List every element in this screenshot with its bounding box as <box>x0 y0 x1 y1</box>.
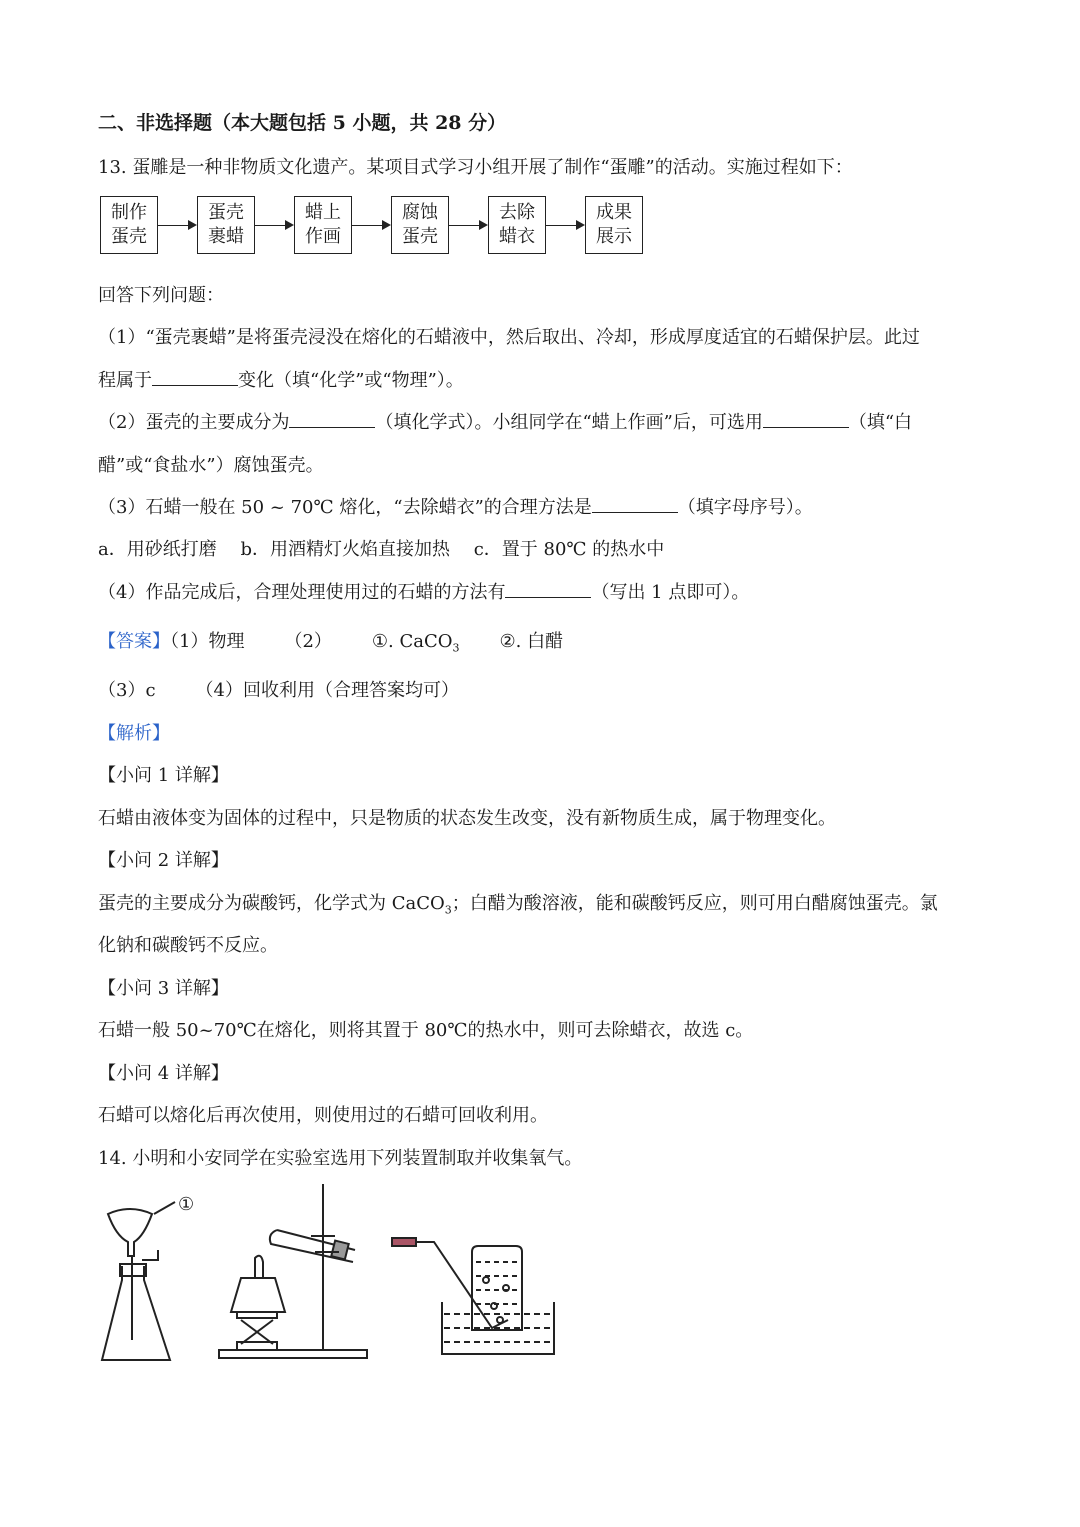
answer-line-1 <box>98 627 563 655</box>
sub2-body-line1: 蛋壳的主要成分为碳酸钙，化学式为 CaCO$_3$；白醋为酸溶液，能和碳酸钙反应，则可用白醋腐蚀蛋壳。氯 <box>98 893 938 917</box>
answer-blank-5 <box>505 579 591 598</box>
flow-step-4-line2: 蛋壳 <box>402 226 438 247</box>
answer-blank-3 <box>763 409 849 428</box>
flow-step-3-line1: 蜡上 <box>305 202 341 223</box>
q13-part3-pre: （3）石蜡一般在 50 ~ 70℃ 熔化，“去除蜡衣”的合理方法是 <box>98 497 592 518</box>
analysis-tag: 【解析】 <box>98 723 170 744</box>
flow-step-4-line1: 腐蚀 <box>402 202 438 223</box>
sub3-heading: 【小问 3 详解】 <box>98 978 229 999</box>
answer-blank-2 <box>289 409 375 428</box>
answer-1: （1）物理 <box>170 631 245 652</box>
flow-step-5 <box>488 196 546 254</box>
q13-part3 <box>98 493 813 519</box>
q13-stem: 13. 蛋雕是一种非物质文化遗产。某项目式学习小组开展了制作“蛋雕”的活动。实施过程如下： <box>98 157 853 178</box>
q13-options: a．用砂纸打磨 b．用酒精灯火焰直接加热 c．置于 80℃ 的热水中 <box>98 539 665 560</box>
flow-arrow-5 <box>546 225 583 226</box>
answer-2b: ②. 白醋 <box>499 631 564 652</box>
flow-step-3-line2: 作画 <box>305 226 341 247</box>
heating-apparatus <box>215 1182 375 1362</box>
flow-step-6-line2: 展示 <box>596 226 632 247</box>
answer-line-2 <box>98 676 459 702</box>
flow-step-1-line2: 蛋壳 <box>111 226 147 247</box>
sub2-heading: 【小问 2 详解】 <box>98 850 229 871</box>
flow-step-1-line1: 制作 <box>111 202 147 223</box>
q14-stem: 14. 小明和小安同学在实验室选用下列装置制取并收集氧气。 <box>98 1148 583 1169</box>
sub1-heading: 【小问 1 详解】 <box>98 765 229 786</box>
flow-step-2 <box>197 196 255 254</box>
q13-part1-line2 <box>98 366 464 392</box>
flow-step-6-line1: 成果 <box>596 202 632 223</box>
flow-arrow-2 <box>255 225 292 226</box>
q13-part4-post: （写出 1 点即可）。 <box>591 582 750 603</box>
flow-step-4 <box>391 196 449 254</box>
flow-arrow-3 <box>352 225 389 226</box>
flow-step-5-line1: 去除 <box>499 202 535 223</box>
q13-part2-post: （填“白 <box>848 412 913 433</box>
flow-arrow-4 <box>449 225 486 226</box>
q13-part2-line2: 醋”或“食盐水”）腐蚀蛋壳。 <box>98 455 324 476</box>
flow-arrow-1 <box>158 225 195 226</box>
answer-2: （2） <box>284 631 332 652</box>
q13-part3-post: （填字母序号）。 <box>677 497 813 518</box>
flow-step-1 <box>100 196 158 254</box>
q13-part2-mid: （填化学式）。小组同学在“蜡上作画”后，可选用 <box>375 412 763 433</box>
q13-part4 <box>98 578 749 604</box>
answer-blank-1 <box>152 367 238 386</box>
label-1: ① <box>178 1194 195 1215</box>
gas-collection-apparatus <box>388 1232 558 1362</box>
flow-step-5-line2: 蜡衣 <box>499 226 535 247</box>
flow-step-2-line2: 裹蜡 <box>208 226 244 247</box>
answer-4: （4）回收利用（合理答案均可） <box>195 680 459 701</box>
sub1-body: 石蜡由液体变为固体的过程中，只是物质的状态发生改变，没有新物质生成，属于物理变化。 <box>98 808 836 829</box>
flask-with-funnel-apparatus <box>98 1190 198 1370</box>
q13-part1-line1: （1）“蛋壳裹蜡”是将蛋壳浸没在熔化的石蜡液中，然后取出、冷却，形成厚度适宜的石蜡保护层。此过 <box>98 327 920 348</box>
flow-step-6 <box>585 196 643 254</box>
flow-step-2-line1: 蛋壳 <box>208 202 244 223</box>
sub4-body: 石蜡可以熔化后再次使用，则使用过的石蜡可回收利用。 <box>98 1105 548 1126</box>
q13-part4-pre: （4）作品完成后，合理处理使用过的石蜡的方法有 <box>98 582 506 603</box>
answer-blank-4 <box>592 494 678 513</box>
q13-part2-pre: （2）蛋壳的主要成分为 <box>98 412 290 433</box>
flow-step-3 <box>294 196 352 254</box>
q13-prompt: 回答下列问题： <box>98 285 224 306</box>
sub3-body: 石蜡一般 50~70℃在熔化，则将其置于 80℃的热水中，则可去除蜡衣，故选 c。 <box>98 1020 754 1041</box>
sub4-heading: 【小问 4 详解】 <box>98 1063 229 1084</box>
answer-3: （3）c <box>98 680 156 701</box>
sub2-body-line2: 化钠和碳酸钙不反应。 <box>98 935 278 956</box>
answer-tag: 【答案】 <box>98 631 170 652</box>
q13-part1-post: 变化（填“化学”或“物理”）。 <box>238 370 464 391</box>
q13-part2-line1 <box>98 408 912 434</box>
q13-part1-pre: 程属于 <box>98 370 152 391</box>
section-title: 二、非选择题（本大题包括 5 小题，共 28 分） <box>98 112 507 134</box>
answer-2a: ①. CaCO$_3$ <box>371 631 460 655</box>
